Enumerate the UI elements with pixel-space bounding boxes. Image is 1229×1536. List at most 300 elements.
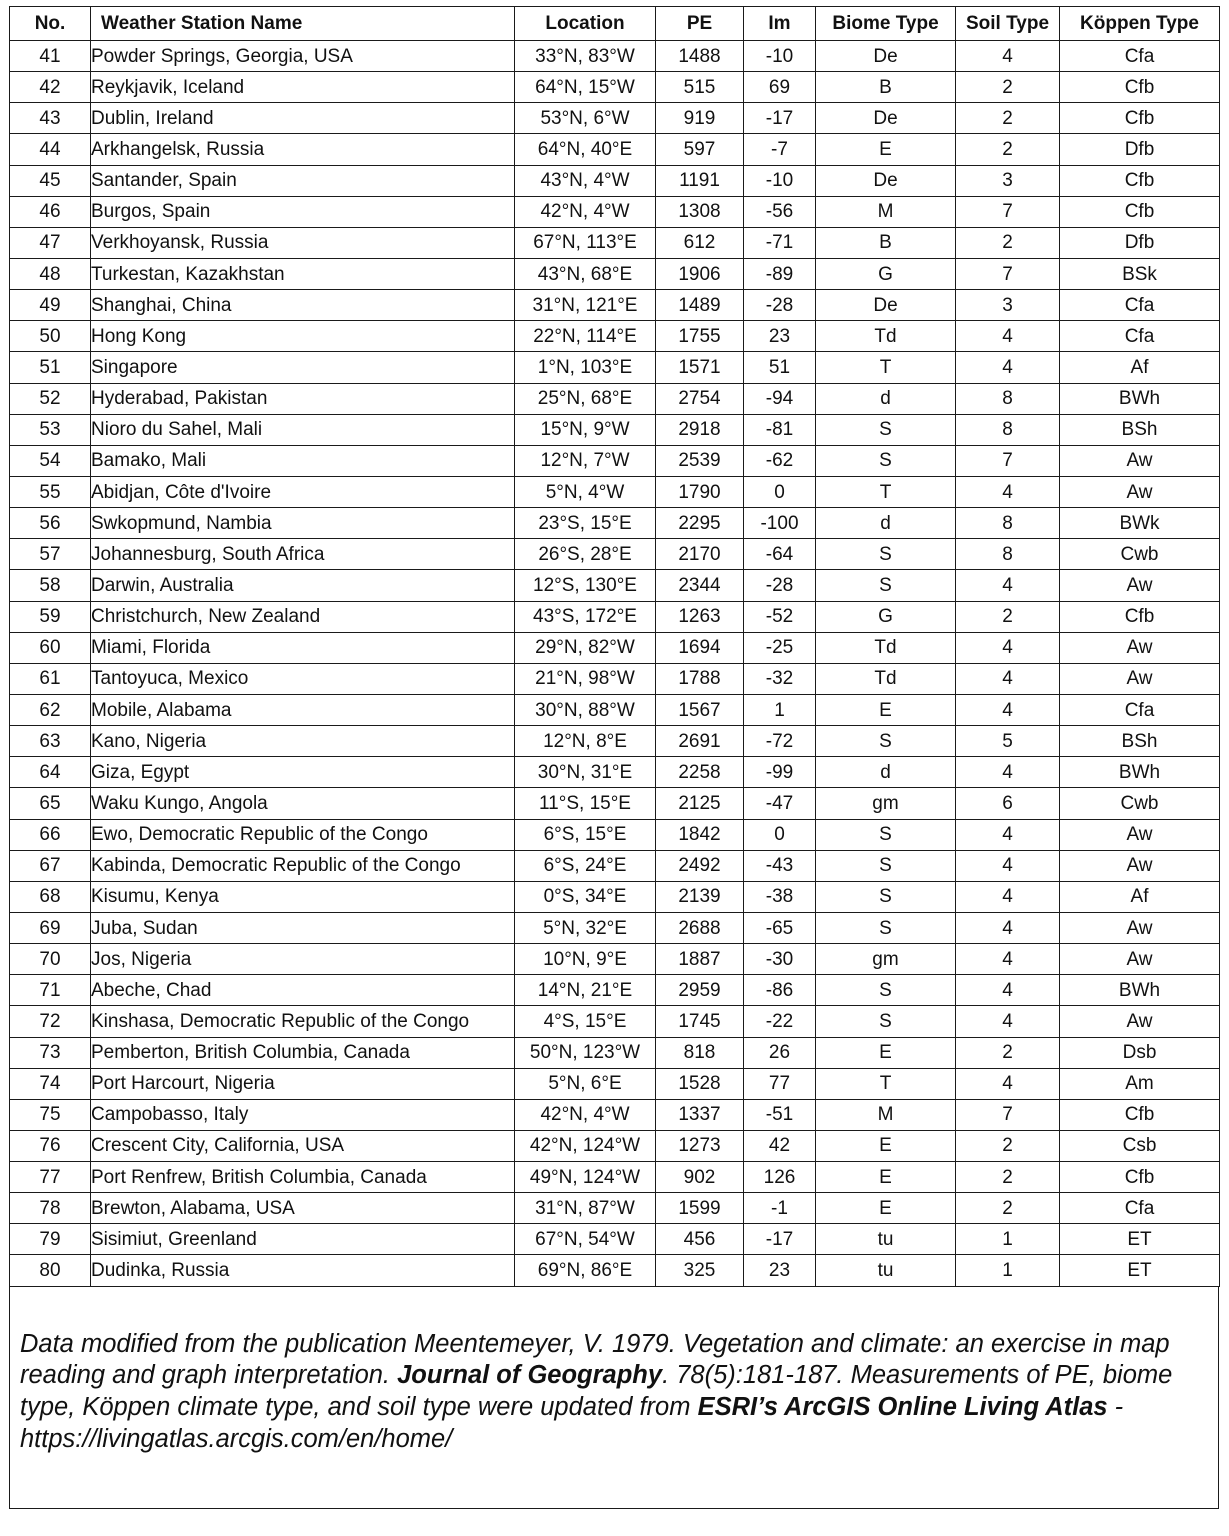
pe-value-cell: 1745 — [656, 1006, 744, 1037]
pe-value-cell: 456 — [656, 1224, 744, 1255]
table-row — [10, 1193, 1220, 1224]
station-name-cell: Dublin, Ireland — [91, 103, 515, 134]
biome-type-cell: S — [816, 881, 956, 912]
pe-value-cell: 1567 — [656, 694, 744, 725]
biome-type-cell: Td — [816, 321, 956, 352]
soil-type-cell: 2 — [956, 227, 1060, 258]
biome-type-cell: T — [816, 352, 956, 383]
pe-value-cell: 1191 — [656, 165, 744, 196]
note-text: . 78(5):181-187. Measurements of PE, biome type, Köppen climate type, and soil type were updated from — [20, 1361, 1173, 1422]
koppen-type-cell: ET — [1060, 1224, 1220, 1255]
pe-value-cell: 919 — [656, 103, 744, 134]
koppen-type-cell: BSk — [1060, 258, 1220, 289]
location-cell: 69°N, 86°E — [515, 1255, 656, 1286]
location-cell: 31°N, 121°E — [515, 290, 656, 321]
table-row — [10, 508, 1220, 539]
source-note — [9, 1287, 1219, 1509]
im-value-cell: -17 — [744, 103, 816, 134]
soil-type-cell: 7 — [956, 1099, 1060, 1130]
location-cell: 64°N, 15°W — [515, 72, 656, 103]
location-cell: 14°N, 21°E — [515, 975, 656, 1006]
pe-value-cell: 1528 — [656, 1068, 744, 1099]
table-row — [10, 944, 1220, 975]
pe-value-cell: 612 — [656, 227, 744, 258]
soil-type-cell: 8 — [956, 539, 1060, 570]
pe-value-cell: 1842 — [656, 819, 744, 850]
soil-type-cell: 2 — [956, 103, 1060, 134]
koppen-type-cell: Af — [1060, 881, 1220, 912]
pe-value-cell: 2492 — [656, 850, 744, 881]
location-cell: 5°N, 32°E — [515, 912, 656, 943]
im-value-cell: 1 — [744, 694, 816, 725]
location-cell: 25°N, 68°E — [515, 383, 656, 414]
koppen-type-cell: Csb — [1060, 1130, 1220, 1161]
im-value-cell: -22 — [744, 1006, 816, 1037]
location-cell: 30°N, 31°E — [515, 757, 656, 788]
location-cell: 5°N, 4°W — [515, 476, 656, 507]
im-value-cell: -56 — [744, 196, 816, 227]
location-cell: 6°S, 15°E — [515, 819, 656, 850]
soil-type-cell: 4 — [956, 632, 1060, 663]
table-row — [10, 476, 1220, 507]
station-name-cell: Brewton, Alabama, USA — [91, 1193, 515, 1224]
row-number-cell: 49 — [10, 290, 91, 321]
pe-value-cell: 2754 — [656, 383, 744, 414]
pe-value-cell: 2918 — [656, 414, 744, 445]
station-name-cell: Arkhangelsk, Russia — [91, 134, 515, 165]
pe-value-cell: 1788 — [656, 663, 744, 694]
soil-type-cell: 2 — [956, 1162, 1060, 1193]
soil-type-cell: 6 — [956, 788, 1060, 819]
table-row — [10, 414, 1220, 445]
location-cell: 42°N, 4°W — [515, 196, 656, 227]
biome-type-cell: S — [816, 975, 956, 1006]
location-cell: 42°N, 4°W — [515, 1099, 656, 1130]
soil-type-cell: 8 — [956, 414, 1060, 445]
location-cell: 29°N, 82°W — [515, 632, 656, 663]
table-row — [10, 165, 1220, 196]
location-cell: 30°N, 88°W — [515, 694, 656, 725]
row-number-cell: 80 — [10, 1255, 91, 1286]
station-name-cell: Verkhoyansk, Russia — [91, 227, 515, 258]
im-value-cell: 42 — [744, 1130, 816, 1161]
biome-type-cell: T — [816, 1068, 956, 1099]
row-number-cell: 69 — [10, 912, 91, 943]
koppen-type-cell: BWh — [1060, 757, 1220, 788]
im-value-cell: 0 — [744, 476, 816, 507]
soil-type-cell: 5 — [956, 726, 1060, 757]
station-name-cell: Powder Springs, Georgia, USA — [91, 41, 515, 72]
biome-type-cell: De — [816, 41, 956, 72]
station-name-cell: Christchurch, New Zealand — [91, 601, 515, 632]
im-value-cell: -94 — [744, 383, 816, 414]
table-row — [10, 103, 1220, 134]
biome-type-cell: S — [816, 414, 956, 445]
biome-type-cell: S — [816, 819, 956, 850]
location-cell: 43°S, 172°E — [515, 601, 656, 632]
station-name-cell: Hong Kong — [91, 321, 515, 352]
pe-value-cell: 1571 — [656, 352, 744, 383]
location-cell: 15°N, 9°W — [515, 414, 656, 445]
soil-type-cell: 1 — [956, 1224, 1060, 1255]
row-number-cell: 68 — [10, 881, 91, 912]
pe-value-cell: 515 — [656, 72, 744, 103]
station-name-cell: Pemberton, British Columbia, Canada — [91, 1037, 515, 1068]
location-cell: 33°N, 83°W — [515, 41, 656, 72]
biome-type-cell: tu — [816, 1224, 956, 1255]
soil-type-cell: 4 — [956, 912, 1060, 943]
station-name-cell: Bamako, Mali — [91, 445, 515, 476]
location-cell: 31°N, 87°W — [515, 1193, 656, 1224]
location-cell: 12°N, 7°W — [515, 445, 656, 476]
location-cell: 67°N, 54°W — [515, 1224, 656, 1255]
im-value-cell: 69 — [744, 72, 816, 103]
pe-value-cell: 1755 — [656, 321, 744, 352]
pe-value-cell: 325 — [656, 1255, 744, 1286]
koppen-type-cell: Cfa — [1060, 290, 1220, 321]
table-row — [10, 819, 1220, 850]
station-name-cell: Kano, Nigeria — [91, 726, 515, 757]
im-value-cell: -28 — [744, 290, 816, 321]
row-number-cell: 62 — [10, 694, 91, 725]
pe-value-cell: 2139 — [656, 881, 744, 912]
table-row — [10, 321, 1220, 352]
soil-type-cell: 1 — [956, 1255, 1060, 1286]
row-number-cell: 65 — [10, 788, 91, 819]
im-value-cell: -17 — [744, 1224, 816, 1255]
soil-type-cell: 3 — [956, 290, 1060, 321]
table-row — [10, 1162, 1220, 1193]
im-value-cell: -99 — [744, 757, 816, 788]
station-name-cell: Shanghai, China — [91, 290, 515, 321]
biome-type-cell: S — [816, 912, 956, 943]
table-row — [10, 788, 1220, 819]
koppen-type-cell: BSh — [1060, 414, 1220, 445]
im-value-cell: -28 — [744, 570, 816, 601]
table-row — [10, 975, 1220, 1006]
table-row — [10, 227, 1220, 258]
soil-type-cell: 2 — [956, 601, 1060, 632]
note-journal-title: Journal of Geography — [397, 1361, 663, 1390]
im-value-cell: 77 — [744, 1068, 816, 1099]
table-row — [10, 383, 1220, 414]
location-cell: 12°S, 130°E — [515, 570, 656, 601]
im-value-cell: 26 — [744, 1037, 816, 1068]
location-cell: 43°N, 4°W — [515, 165, 656, 196]
biome-type-cell: E — [816, 1037, 956, 1068]
soil-type-cell: 4 — [956, 694, 1060, 725]
soil-type-cell: 7 — [956, 196, 1060, 227]
table-row — [10, 726, 1220, 757]
station-name-cell: Turkestan, Kazakhstan — [91, 258, 515, 289]
soil-type-cell: 7 — [956, 258, 1060, 289]
table-row — [10, 539, 1220, 570]
pe-value-cell: 2688 — [656, 912, 744, 943]
table-row — [10, 290, 1220, 321]
biome-type-cell: De — [816, 103, 956, 134]
pe-value-cell: 1263 — [656, 601, 744, 632]
pe-value-cell: 597 — [656, 134, 744, 165]
koppen-type-cell: BWh — [1060, 975, 1220, 1006]
biome-type-cell: d — [816, 508, 956, 539]
biome-type-cell: tu — [816, 1255, 956, 1286]
koppen-type-cell: Aw — [1060, 570, 1220, 601]
biome-type-cell: M — [816, 196, 956, 227]
location-cell: 4°S, 15°E — [515, 1006, 656, 1037]
pe-value-cell: 1694 — [656, 632, 744, 663]
station-name-cell: Kinshasa, Democratic Republic of the Congo — [91, 1006, 515, 1037]
im-value-cell: -52 — [744, 601, 816, 632]
header-biome-type: Biome Type — [816, 7, 956, 41]
im-value-cell: 23 — [744, 321, 816, 352]
station-name-cell: Crescent City, California, USA — [91, 1130, 515, 1161]
biome-type-cell: E — [816, 1130, 956, 1161]
pe-value-cell: 1489 — [656, 290, 744, 321]
location-cell: 67°N, 113°E — [515, 227, 656, 258]
soil-type-cell: 8 — [956, 508, 1060, 539]
koppen-type-cell: Aw — [1060, 850, 1220, 881]
soil-type-cell: 4 — [956, 850, 1060, 881]
header-location: Location — [515, 7, 656, 41]
pe-value-cell: 2125 — [656, 788, 744, 819]
row-number-cell: 77 — [10, 1162, 91, 1193]
koppen-type-cell: Cfb — [1060, 601, 1220, 632]
station-name-cell: Kabinda, Democratic Republic of the Congo — [91, 850, 515, 881]
koppen-type-cell: Cfb — [1060, 103, 1220, 134]
im-value-cell: -10 — [744, 165, 816, 196]
biome-type-cell: E — [816, 1193, 956, 1224]
biome-type-cell: De — [816, 165, 956, 196]
location-cell: 11°S, 15°E — [515, 788, 656, 819]
im-value-cell: -100 — [744, 508, 816, 539]
soil-type-cell: 2 — [956, 1037, 1060, 1068]
koppen-type-cell: Cfb — [1060, 72, 1220, 103]
row-number-cell: 42 — [10, 72, 91, 103]
im-value-cell: -30 — [744, 944, 816, 975]
koppen-type-cell: Aw — [1060, 663, 1220, 694]
row-number-cell: 71 — [10, 975, 91, 1006]
note-text: - https://livingatlas.arcgis.com/en/home/ — [20, 1393, 1124, 1454]
table-row — [10, 570, 1220, 601]
station-name-cell: Hyderabad, Pakistan — [91, 383, 515, 414]
soil-type-cell: 4 — [956, 476, 1060, 507]
location-cell: 12°N, 8°E — [515, 726, 656, 757]
row-number-cell: 46 — [10, 196, 91, 227]
biome-type-cell: Td — [816, 632, 956, 663]
table-row — [10, 694, 1220, 725]
pe-value-cell: 1887 — [656, 944, 744, 975]
row-number-cell: 70 — [10, 944, 91, 975]
koppen-type-cell: ET — [1060, 1255, 1220, 1286]
im-value-cell: -64 — [744, 539, 816, 570]
pe-value-cell: 902 — [656, 1162, 744, 1193]
row-number-cell: 53 — [10, 414, 91, 445]
soil-type-cell: 2 — [956, 1130, 1060, 1161]
koppen-type-cell: Cfa — [1060, 1193, 1220, 1224]
koppen-type-cell: BSh — [1060, 726, 1220, 757]
koppen-type-cell: Aw — [1060, 819, 1220, 850]
row-number-cell: 73 — [10, 1037, 91, 1068]
row-number-cell: 50 — [10, 321, 91, 352]
location-cell: 64°N, 40°E — [515, 134, 656, 165]
koppen-type-cell: Cfa — [1060, 321, 1220, 352]
row-number-cell: 58 — [10, 570, 91, 601]
im-value-cell: -81 — [744, 414, 816, 445]
koppen-type-cell: Aw — [1060, 1006, 1220, 1037]
biome-type-cell: gm — [816, 788, 956, 819]
table-header-row — [10, 7, 1220, 41]
table-row — [10, 757, 1220, 788]
station-name-cell: Campobasso, Italy — [91, 1099, 515, 1130]
location-cell: 10°N, 9°E — [515, 944, 656, 975]
soil-type-cell: 4 — [956, 663, 1060, 694]
station-name-cell: Port Harcourt, Nigeria — [91, 1068, 515, 1099]
koppen-type-cell: Cfb — [1060, 1162, 1220, 1193]
pe-value-cell: 2295 — [656, 508, 744, 539]
table-row — [10, 1255, 1220, 1286]
station-name-cell: Burgos, Spain — [91, 196, 515, 227]
location-cell: 26°S, 28°E — [515, 539, 656, 570]
koppen-type-cell: Cfa — [1060, 694, 1220, 725]
station-name-cell: Reykjavik, Iceland — [91, 72, 515, 103]
table-row — [10, 445, 1220, 476]
pe-value-cell: 1599 — [656, 1193, 744, 1224]
biome-type-cell: T — [816, 476, 956, 507]
koppen-type-cell: Dfb — [1060, 227, 1220, 258]
station-name-cell: Miami, Florida — [91, 632, 515, 663]
pe-value-cell: 818 — [656, 1037, 744, 1068]
row-number-cell: 60 — [10, 632, 91, 663]
station-name-cell: Santander, Spain — [91, 165, 515, 196]
koppen-type-cell: Aw — [1060, 445, 1220, 476]
weather-station-table — [9, 6, 1220, 1287]
im-value-cell: -32 — [744, 663, 816, 694]
koppen-type-cell: Af — [1060, 352, 1220, 383]
soil-type-cell: 4 — [956, 352, 1060, 383]
koppen-type-cell: Cwb — [1060, 539, 1220, 570]
station-name-cell: Johannesburg, South Africa — [91, 539, 515, 570]
table-row — [10, 663, 1220, 694]
station-name-cell: Abidjan, Côte d'Ivoire — [91, 476, 515, 507]
location-cell: 50°N, 123°W — [515, 1037, 656, 1068]
station-name-cell: Tantoyuca, Mexico — [91, 663, 515, 694]
koppen-type-cell: Dsb — [1060, 1037, 1220, 1068]
station-name-cell: Swkopmund, Nambia — [91, 508, 515, 539]
header-koppen-type: Köppen Type — [1060, 7, 1220, 41]
im-value-cell: -25 — [744, 632, 816, 663]
biome-type-cell: E — [816, 694, 956, 725]
row-number-cell: 75 — [10, 1099, 91, 1130]
station-name-cell: Dudinka, Russia — [91, 1255, 515, 1286]
pe-value-cell: 2170 — [656, 539, 744, 570]
soil-type-cell: 3 — [956, 165, 1060, 196]
koppen-type-cell: BWk — [1060, 508, 1220, 539]
row-number-cell: 44 — [10, 134, 91, 165]
location-cell: 42°N, 124°W — [515, 1130, 656, 1161]
row-number-cell: 79 — [10, 1224, 91, 1255]
koppen-type-cell: Am — [1060, 1068, 1220, 1099]
biome-type-cell: d — [816, 757, 956, 788]
im-value-cell: 126 — [744, 1162, 816, 1193]
station-name-cell: Giza, Egypt — [91, 757, 515, 788]
pe-value-cell: 1906 — [656, 258, 744, 289]
koppen-type-cell: Dfb — [1060, 134, 1220, 165]
koppen-type-cell: Cwb — [1060, 788, 1220, 819]
station-name-cell: Abeche, Chad — [91, 975, 515, 1006]
row-number-cell: 56 — [10, 508, 91, 539]
biome-type-cell: S — [816, 850, 956, 881]
biome-type-cell: E — [816, 1162, 956, 1193]
pe-value-cell: 2691 — [656, 726, 744, 757]
row-number-cell: 78 — [10, 1193, 91, 1224]
biome-type-cell: M — [816, 1099, 956, 1130]
im-value-cell: -51 — [744, 1099, 816, 1130]
table-row — [10, 1130, 1220, 1161]
biome-type-cell: B — [816, 72, 956, 103]
soil-type-cell: 4 — [956, 1006, 1060, 1037]
row-number-cell: 59 — [10, 601, 91, 632]
soil-type-cell: 4 — [956, 321, 1060, 352]
koppen-type-cell: Aw — [1060, 944, 1220, 975]
row-number-cell: 66 — [10, 819, 91, 850]
koppen-type-cell: Cfb — [1060, 1099, 1220, 1130]
pe-value-cell: 1308 — [656, 196, 744, 227]
biome-type-cell: E — [816, 134, 956, 165]
station-name-cell: Mobile, Alabama — [91, 694, 515, 725]
koppen-type-cell: Aw — [1060, 476, 1220, 507]
soil-type-cell: 2 — [956, 134, 1060, 165]
soil-type-cell: 2 — [956, 72, 1060, 103]
biome-type-cell: d — [816, 383, 956, 414]
table-row — [10, 134, 1220, 165]
table-row — [10, 850, 1220, 881]
biome-type-cell: De — [816, 290, 956, 321]
row-number-cell: 57 — [10, 539, 91, 570]
soil-type-cell: 4 — [956, 1068, 1060, 1099]
station-name-cell: Port Renfrew, British Columbia, Canada — [91, 1162, 515, 1193]
table-row — [10, 41, 1220, 72]
pe-value-cell: 1337 — [656, 1099, 744, 1130]
koppen-type-cell: Cfb — [1060, 196, 1220, 227]
biome-type-cell: G — [816, 601, 956, 632]
table-row — [10, 72, 1220, 103]
station-name-cell: Singapore — [91, 352, 515, 383]
note-source-name: ESRI’s ArcGIS Online Living Atlas — [697, 1393, 1108, 1422]
pe-value-cell: 2344 — [656, 570, 744, 601]
station-name-cell: Jos, Nigeria — [91, 944, 515, 975]
biome-type-cell: gm — [816, 944, 956, 975]
row-number-cell: 55 — [10, 476, 91, 507]
document — [9, 6, 1219, 1509]
location-cell: 43°N, 68°E — [515, 258, 656, 289]
im-value-cell: -43 — [744, 850, 816, 881]
soil-type-cell: 4 — [956, 975, 1060, 1006]
im-value-cell: -38 — [744, 881, 816, 912]
row-number-cell: 48 — [10, 258, 91, 289]
row-number-cell: 47 — [10, 227, 91, 258]
station-name-cell: Ewo, Democratic Republic of the Congo — [91, 819, 515, 850]
table-row — [10, 1037, 1220, 1068]
im-value-cell: -1 — [744, 1193, 816, 1224]
location-cell: 21°N, 98°W — [515, 663, 656, 694]
biome-type-cell: Td — [816, 663, 956, 694]
row-number-cell: 54 — [10, 445, 91, 476]
row-number-cell: 45 — [10, 165, 91, 196]
row-number-cell: 41 — [10, 41, 91, 72]
row-number-cell: 63 — [10, 726, 91, 757]
biome-type-cell: S — [816, 726, 956, 757]
location-cell: 23°S, 15°E — [515, 508, 656, 539]
